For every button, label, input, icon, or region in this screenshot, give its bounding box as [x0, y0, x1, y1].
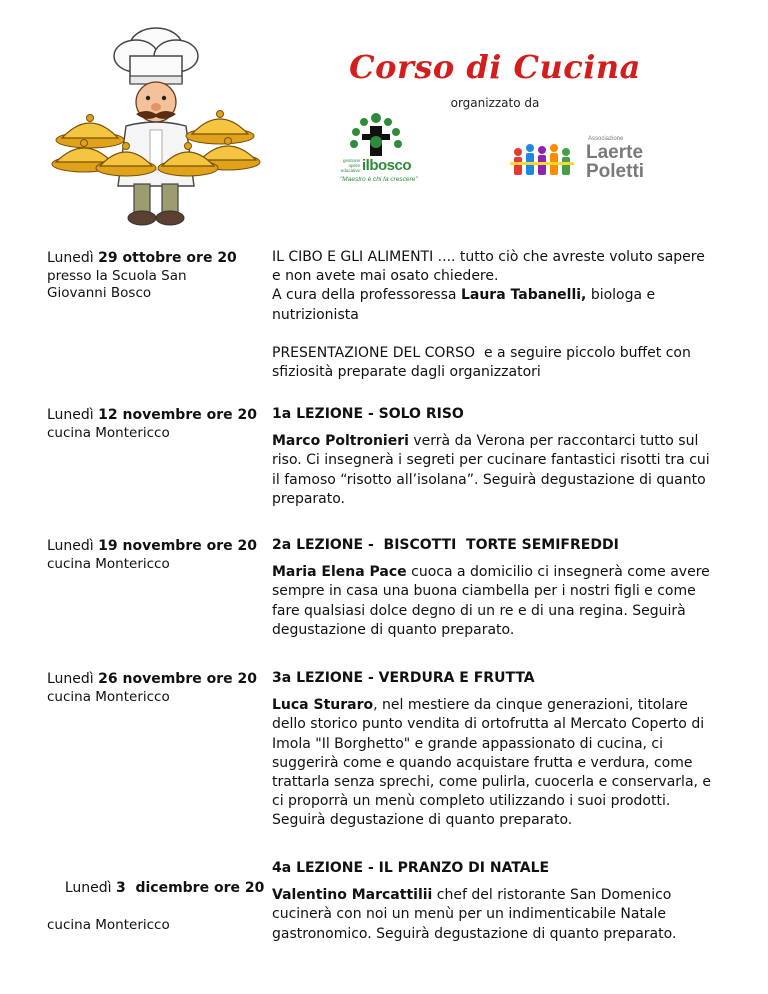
date-prefix: Lunedì: [47, 671, 94, 687]
intro-text: IL CIBO E GLI ALIMENTI .... tutto ciò che avreste voluto sapere e non avete mai osato chiedere.: [272, 249, 705, 285]
lesson-text: cuoca a domicilio ci insegnerà come avere sempre in casa una buona ciambella per i nostri figli e come fare qualsiasi dolce degno di un re e di una regina. Seguirà degustazione di quanto preparato.: [272, 564, 710, 638]
date-place: cucina Montericco: [47, 556, 170, 572]
lesson-title: 1a LEZIONE - SOLO RISO: [272, 406, 464, 422]
laerte-poletti-logo: [508, 136, 658, 186]
lesson-desc: [272, 563, 717, 640]
lesson-chef: Marco Poltronieri: [272, 433, 409, 450]
page-title: Corso di Cucina: [349, 48, 641, 86]
lesson-desc: [272, 432, 717, 509]
chef-hat: [114, 28, 198, 84]
date-bold: 3 dicembre ore 20: [115, 880, 265, 896]
intro-cura-label: A cura della professoressa: [272, 287, 457, 304]
lesson-date: [47, 537, 262, 573]
date-bold: 12 novembre ore 20: [98, 407, 257, 423]
bosco-name: ilbosco: [362, 157, 412, 174]
lesson-content: [272, 669, 717, 831]
date-bold: 29 ottobre ore 20: [98, 250, 237, 266]
intro-date: [47, 249, 262, 302]
lesson-title: 3a LEZIONE - VERDURA E FRUTTA: [272, 670, 535, 686]
bosco-small-line: educative: [340, 168, 360, 173]
cloche-icon: [186, 111, 254, 145]
date-prefix: Lunedì: [47, 407, 94, 423]
date-place: presso la Scuola San Giovanni Bosco: [47, 268, 187, 301]
date-bold: 19 novembre ore 20: [98, 538, 257, 554]
laerte-line1: Laerte: [586, 142, 644, 163]
lesson-text: , nel mestiere da cinque generazioni, titolare dello storico punto vendita di ortofrutta al Mercato Coperto di Imola "Il Borghetto" e grande appassionato di cucina, ci suggerirà come e quando acquistare frutta e verdura, come trattarla senza sprechi, come pulirla, cuocerla e conservarla, e ci proporrà un menù completo utilizzando i suoi prodotti. Seguirà degustazione di quanto preparato.: [272, 697, 712, 829]
lesson-desc: [272, 886, 717, 944]
lesson-desc: [272, 696, 717, 830]
intro-cura: [272, 286, 717, 324]
date-prefix: Lunedì: [47, 250, 94, 266]
intro-speaker-role: biologa e nutrizionista: [272, 287, 656, 323]
intro-content: [272, 248, 717, 382]
date-prefix: Lunedì: [64, 880, 112, 896]
bosco-small-line: opere: [348, 163, 360, 168]
lesson-title: 2a LEZIONE - BISCOTTI TORTE SEMIFREDDI: [272, 537, 619, 553]
chef-illustration: [48, 18, 263, 233]
lesson-title: 4a LEZIONE - IL PRANZO DI NATALE: [272, 860, 550, 876]
lesson-date: [47, 860, 265, 934]
people-icon: [508, 140, 580, 184]
date-place: cucina Montericco: [47, 917, 170, 933]
lesson-chef: Luca Sturaro: [272, 697, 374, 714]
date-place: cucina Montericco: [47, 689, 170, 705]
bosco-logo: [330, 108, 422, 188]
lesson-text: verrà da Verona per raccontarci tutto sul riso. Ci insegnerà i segreti per cucinare fantastici risotti tra cui il famoso “risotto all’isolana”. Seguirà degustazione di quanto preparato.: [272, 433, 710, 507]
lesson-date: [47, 670, 262, 706]
date-prefix: Lunedì: [47, 538, 94, 554]
lesson-chef: Valentino Marcattilii: [272, 887, 433, 904]
date-place: cucina Montericco: [47, 425, 170, 441]
laerte-line2: Poletti: [586, 161, 645, 182]
lesson-chef: Maria Elena Pace: [272, 564, 407, 581]
lesson-content: [272, 859, 717, 944]
lesson-content: [272, 536, 717, 640]
page-subtitle: organizzato da: [450, 96, 540, 110]
intro-presentation: PRESENTAZIONE DEL CORSO e a seguire piccolo buffet con sfiziosità preparate dagli organizzatori: [272, 344, 696, 381]
lesson-date: [47, 406, 262, 442]
lesson-content: [272, 405, 717, 509]
cloche-icon: [56, 115, 124, 149]
lesson-text: chef del ristorante San Domenico cucinerà con noi un menù per un indimenticabile Natale gastronomico. Seguirà degustazione di quanto preparato.: [272, 887, 677, 942]
bosco-tagline: "Maestro è chi fa crescere": [340, 176, 418, 183]
laerte-assoc: Associazione: [588, 136, 624, 142]
intro-speaker: Laura Tabanelli,: [460, 287, 587, 304]
bosco-small-line: gestione: [342, 158, 360, 163]
date-bold: 26 novembre ore 20: [98, 671, 257, 687]
